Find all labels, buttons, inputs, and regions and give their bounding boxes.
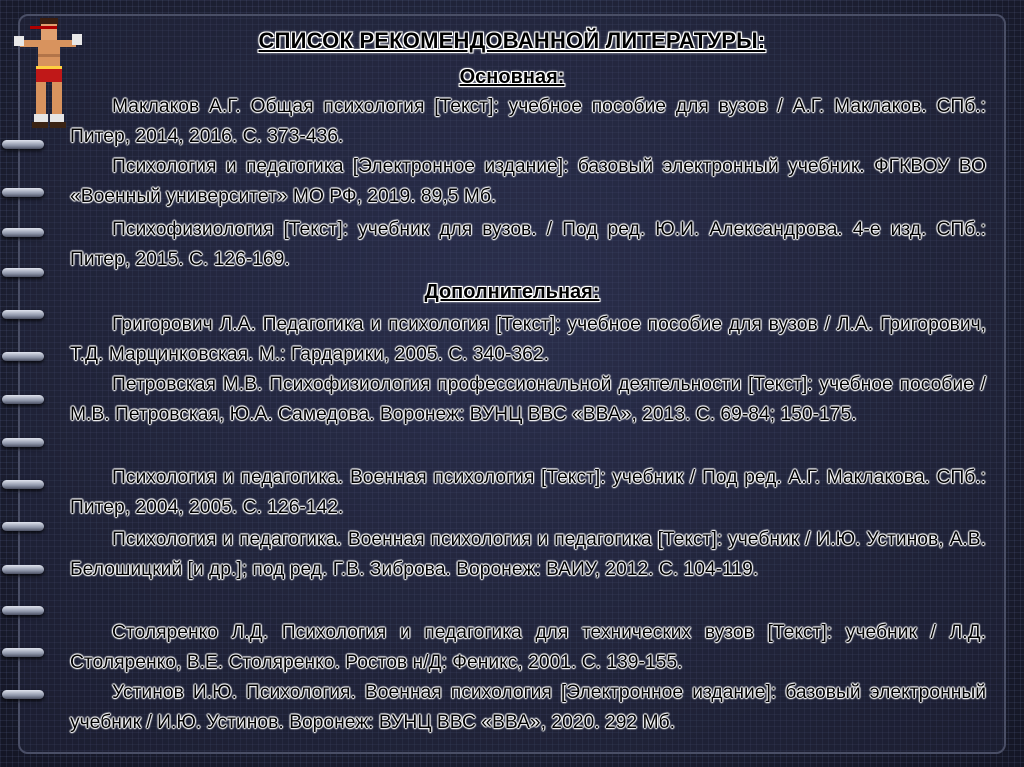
binder-ring-icon bbox=[2, 565, 44, 574]
binder-ring-icon bbox=[2, 648, 44, 657]
binder-ring-icon bbox=[2, 480, 44, 489]
section-heading-additional: Дополнительная: bbox=[424, 281, 600, 303]
reference-item: Столяренко Л.Д. Психология и педагогика для технических вузов [Текст]: учебник / Л.Д. Столяренко, В.Е. Столяренко. Ростов н/Д: Феникс, 2001. С. 139-155. bbox=[70, 622, 986, 673]
slide-title: СПИСОК РЕКОМЕНДОВАННОЙ ЛИТЕРАТУРЫ: bbox=[258, 28, 766, 53]
section-heading-main: Основная: bbox=[459, 66, 565, 88]
binder-ring-icon bbox=[2, 268, 44, 277]
binder-ring-icon bbox=[2, 228, 44, 237]
reference-item: Петровская М.В. Психофизиология профессиональной деятельности [Текст]: учебное пособие / М.В. Петровская, Ю.А. Самедова. Воронеж: ВУНЦ ВВС «ВВА», 2013. С. 69-84; 150-175. bbox=[70, 374, 986, 425]
binder-ring-icon bbox=[2, 395, 44, 404]
reference-item: Психология и педагогика. Военная психология и педагогика [Текст]: учебник / И.Ю. Устинов, А.В. Белошицкий [и др.]; под ред. Г.В. Зиброва. Воронеж: ВАИУ, 2012. С. 104-119. bbox=[70, 529, 986, 580]
reference-item: Психофизиология [Текст]: учебник для вузов. / Под ред. Ю.И. Александрова. 4-е изд. СПб.: Питер, 2015. С. 126-169. bbox=[70, 219, 986, 270]
binder-ring-icon bbox=[2, 690, 44, 699]
binder-ring-icon bbox=[2, 352, 44, 361]
binder-ring-icon bbox=[2, 606, 44, 615]
reference-item: Григорович Л.А. Педагогика и психология [Текст]: учебное пособие для вузов / Л.А. Григорович, Т.Д. Марцинковская. М.: Гардарики, 2005. С. 340-362. bbox=[70, 314, 986, 365]
reference-item: Психология и педагогика [Электронное издание]: базовый электронный учебник. ФГКВОУ ВО «Военный университет» МО РФ, 2019. 89,5 Мб. bbox=[70, 156, 986, 207]
binder-ring-icon bbox=[2, 438, 44, 447]
reference-item: Маклаков А.Г. Общая психология [Текст]: учебное пособие для вузов / А.Г. Маклаков. СПб.: Питер, 2014, 2016. С. 373-436. bbox=[70, 96, 986, 147]
reference-item: Устинов И.Ю. Психология. Военная психология [Электронное издание]: базовый электронный учебник / И.Ю. Устинов. Воронеж: ВУНЦ ВВС «ВВА», 2020. 292 Мб. bbox=[70, 682, 986, 733]
reference-item: Психология и педагогика. Военная психология [Текст]: учебник / Под ред. А.Г. Маклакова. СПб.: Питер, 2004, 2005. С. 126-142. bbox=[70, 467, 986, 518]
binder-ring-icon bbox=[2, 522, 44, 531]
binder-ring-icon bbox=[2, 188, 44, 197]
binder-ring-icon bbox=[2, 310, 44, 319]
